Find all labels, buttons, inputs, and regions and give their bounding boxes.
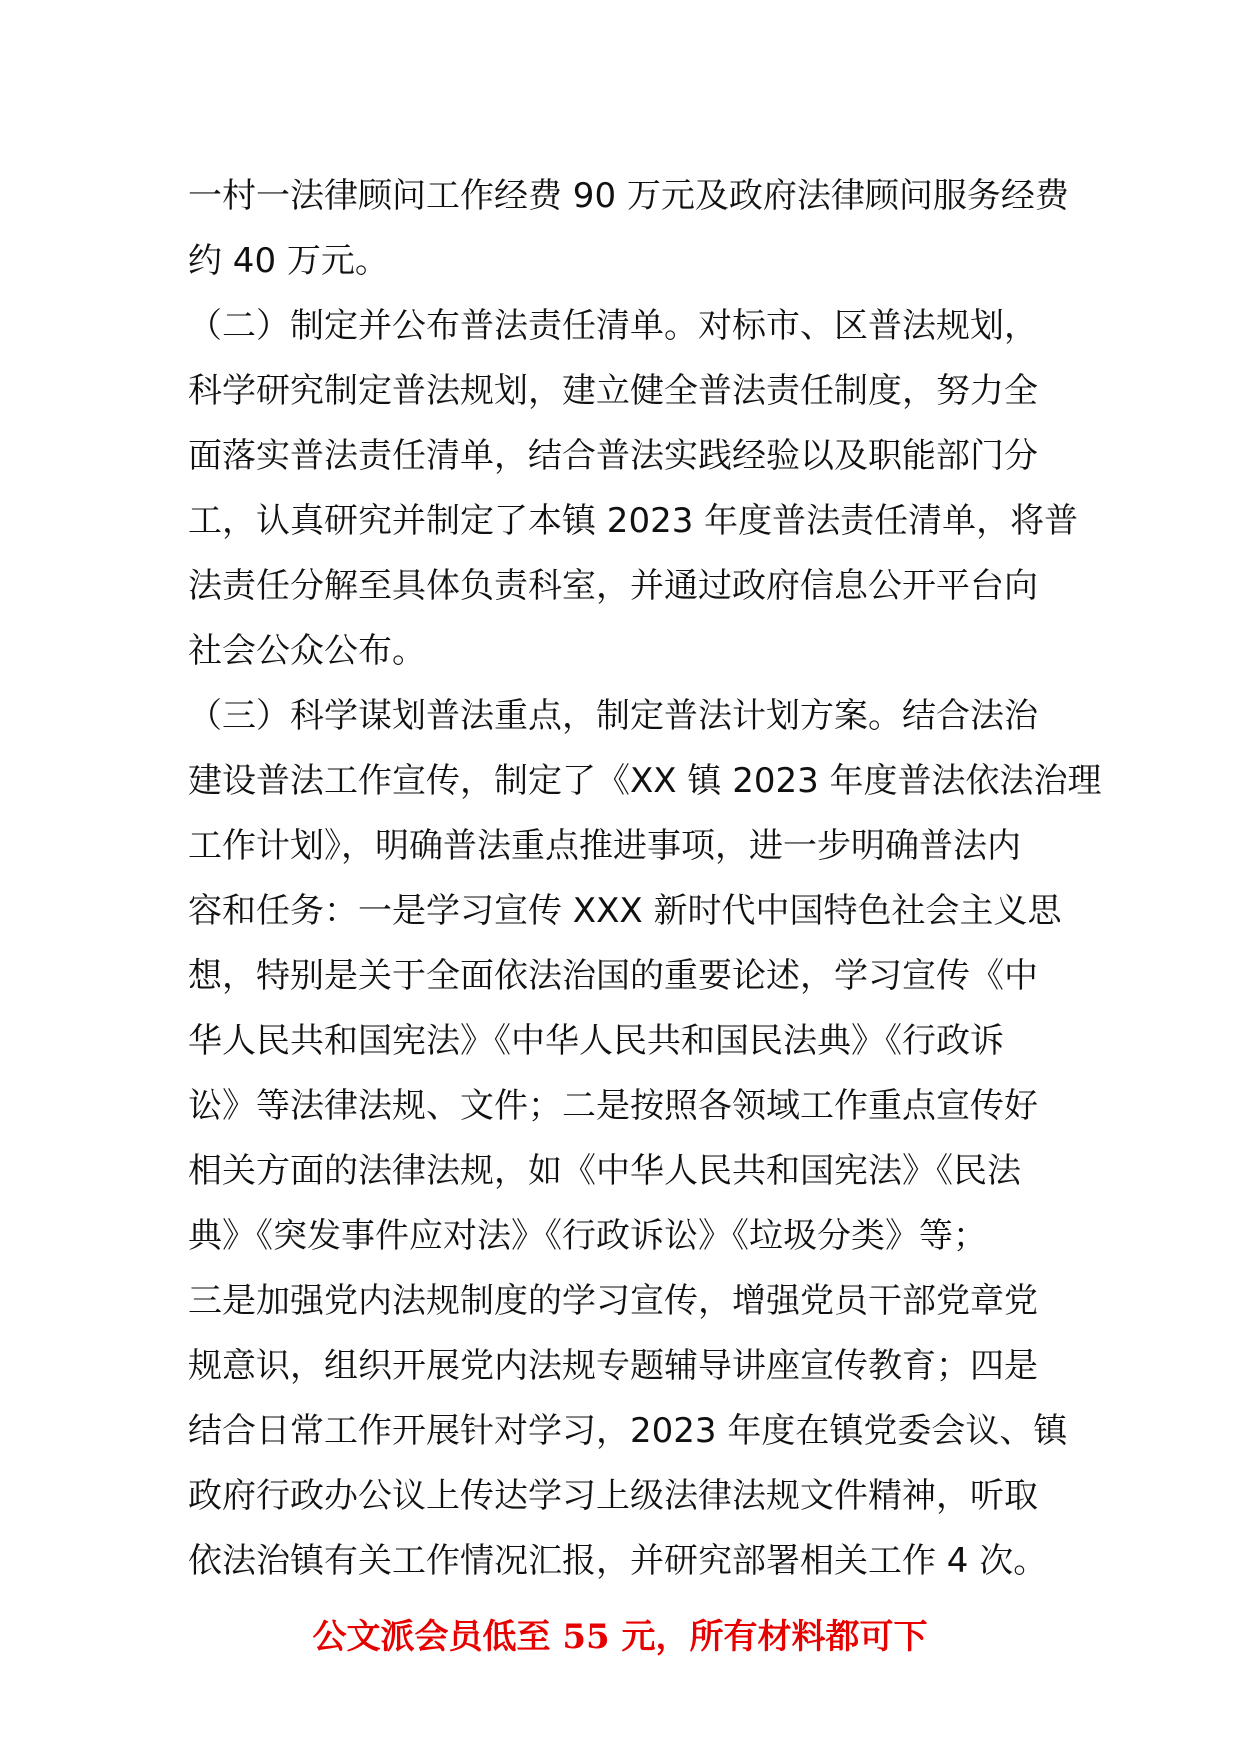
text-line: （二）制定并公布普法责任清单。对标市、区普法规划，	[188, 306, 1038, 346]
text-line: 工作计划》，明确普法重点推进事项，进一步明确普法内	[188, 826, 1021, 866]
text-line: 约 40 万元。	[188, 241, 389, 281]
text-line: 法责任分解至具体负责科室，并通过政府信息公开平台向	[188, 566, 1038, 606]
text-line: 三是加强党内法规制度的学习宣传，增强党员干部党章党	[188, 1281, 1038, 1321]
text-line: 面落实普法责任清单，结合普法实践经验以及职能部门分	[188, 436, 1038, 476]
footer-ad-link[interactable]: 公文派会员低至 55 元，所有材料都可下	[312, 1617, 928, 1657]
text-line: 结合日常工作开展针对学习，2023 年度在镇党委会议、镇	[188, 1411, 1068, 1451]
text-line: 规意识，组织开展党内法规专题辅导讲座宣传教育；四是	[188, 1346, 1038, 1386]
text-line: 社会公众公布。	[188, 631, 426, 671]
text-line: 相关方面的法律法规，如《中华人民共和国宪法》《民法	[188, 1151, 1021, 1191]
text-line: 讼》等法律法规、文件；二是按照各领域工作重点宣传好	[188, 1086, 1038, 1126]
text-line: 科学研究制定普法规划，建立健全普法责任制度，努力全	[188, 371, 1038, 411]
text-line: 政府行政办公议上传达学习上级法律法规文件精神，听取	[188, 1476, 1038, 1516]
text-line: 一村一法律顾问工作经费 90 万元及政府法律顾问服务经费	[188, 176, 1069, 216]
text-line: 典》《突发事件应对法》《行政诉讼》《垃圾分类》等；	[188, 1216, 987, 1256]
text-line: （三）科学谋划普法重点，制定普法计划方案。结合法治	[188, 696, 1038, 736]
text-line: 工，认真研究并制定了本镇 2023 年度普法责任清单，将普	[188, 501, 1079, 541]
text-line: 建设普法工作宣传，制定了《XX 镇 2023 年度普法依法治理	[188, 761, 1102, 801]
text-line: 依法治镇有关工作情况汇报，并研究部署相关工作 4 次。	[188, 1541, 1048, 1581]
text-line: 容和任务：一是学习宣传 XXX 新时代中国特色社会主义思	[188, 891, 1062, 931]
document-body	[188, 164, 1102, 1594]
text-line: 想，特别是关于全面依法治国的重要论述，学习宣传《中	[188, 956, 1038, 996]
text-line: 华人民共和国宪法》《中华人民共和国民法典》《行政诉	[188, 1021, 1004, 1061]
